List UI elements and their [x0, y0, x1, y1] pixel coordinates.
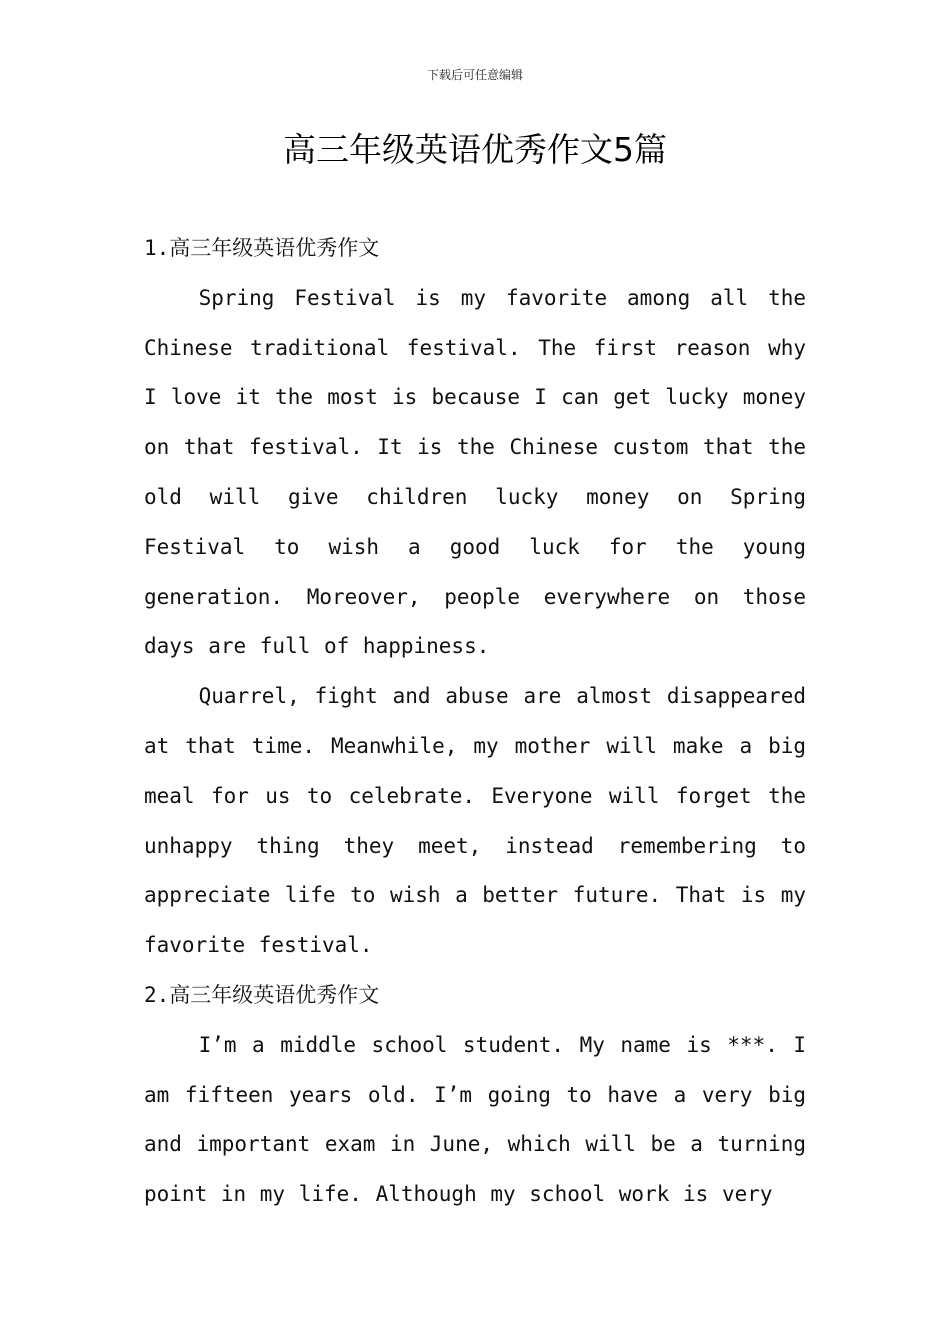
document-title: 高三年级英语优秀作文5篇: [283, 130, 667, 169]
paragraph: Spring Festival is my favorite among all the Chinese traditional festival. The first reason why I love it the most is because I can get lucky money on that festival. It is the Chinese custom that the old will give children lucky money on Spring Festival to wish a good luck for the young generation. Moreover, people everywhere on those days are full of happiness.: [144, 285, 806, 659]
header-note: 下载后可任意编辑: [426, 68, 523, 82]
section-heading-1: 1.高三年级英语优秀作文: [144, 236, 380, 260]
section-heading-2: 2.高三年级英语优秀作文: [144, 982, 380, 1007]
paragraph: Quarrel, fight and abuse are almost disappeared at that time. Meanwhile, my mother will make a big meal for us to celebrate. Everyone will forget the unhappy thing they meet, instead remembering to appreciate life to wish a better future. That is my favorite festival.: [144, 684, 806, 958]
document-body: [144, 224, 806, 1220]
paragraph: I’m a middle school student. My name is ***. I am fifteen years old. I’m going to have a very big and important exam in June, which will be a turning point in my life. Although my school work is very: [144, 1032, 806, 1207]
